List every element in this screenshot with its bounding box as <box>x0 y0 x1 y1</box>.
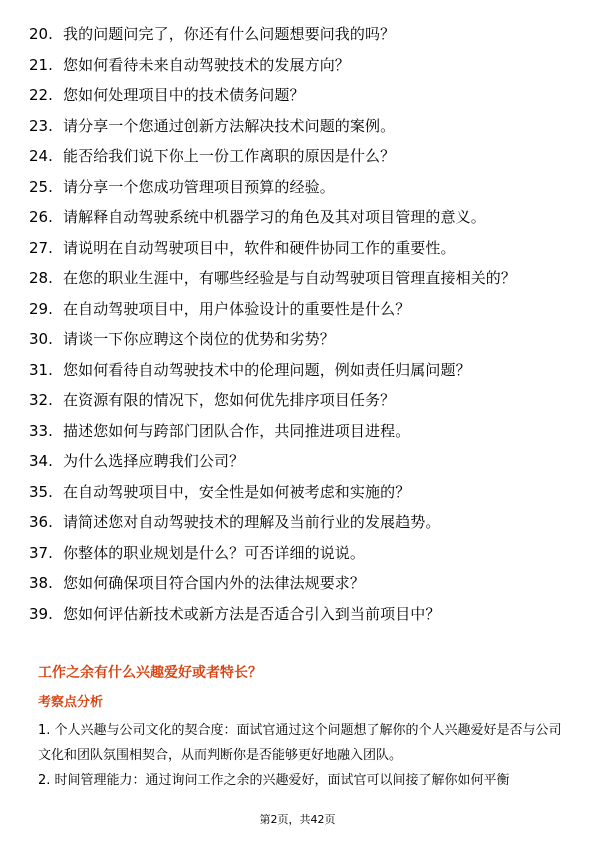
question-text: 请简述您对自动驾驶技术的理解及当前行业的发展趋势。 <box>63 513 441 531</box>
question-text: 在资源有限的情况下，您如何优先排序项目任务？ <box>63 391 396 409</box>
question-item <box>29 510 569 535</box>
question-item <box>29 358 569 383</box>
question-number: 26. <box>29 208 53 226</box>
question-text: 您如何评估新技术或新方法是否适合引入到当前项目中？ <box>63 604 441 623</box>
question-item <box>29 327 569 352</box>
question-item <box>29 388 569 413</box>
question-text: 请分享一个您通过创新方法解决技术问题的案例。 <box>63 116 396 135</box>
question-item <box>29 266 569 291</box>
question-number: 28. <box>29 269 53 287</box>
question-number: 29. <box>29 299 53 318</box>
question-item <box>29 22 569 47</box>
analysis-subheading: 考察点分析 <box>38 695 104 710</box>
question-number: 22. <box>29 86 53 104</box>
question-item <box>29 449 569 474</box>
question-number: 24. <box>29 147 53 165</box>
analysis-point: 2. 时间管理能力：通过询问工作之余的兴趣爱好，面试官可以间接了解你如何平衡 <box>38 773 510 788</box>
question-item <box>29 53 569 78</box>
question-text: 您如何看待未来自动驾驶技术的发展方向？ <box>63 55 350 74</box>
question-item <box>29 144 569 169</box>
question-number: 25. <box>29 177 53 196</box>
question-item <box>29 175 569 200</box>
question-item <box>29 205 569 230</box>
analysis-point: 1. 个人兴趣与公司文化的契合度：面试官通过这个问题想了解你的个人兴趣爱好是否与公司文化和团队氛围相契合，从而判断你是否能够更好地融入团队。 <box>38 723 562 763</box>
question-text: 在您的职业生涯中，有哪些经验是与自动驾驶项目管理直接相关的？ <box>63 269 517 287</box>
question-list <box>29 22 569 632</box>
question-number: 39. <box>29 604 53 623</box>
question-text: 在自动驾驶项目中，安全性是如何被考虑和实施的？ <box>63 482 411 501</box>
question-text: 描述您如何与跨部门团队合作，共同推进项目进程。 <box>63 421 411 440</box>
question-item <box>29 602 569 627</box>
question-text: 请分享一个您成功管理项目预算的经验。 <box>63 177 335 196</box>
question-number: 37. <box>29 543 53 562</box>
question-number: 34. <box>29 452 53 470</box>
question-text: 请说明在自动驾驶项目中，软件和硬件协同工作的重要性。 <box>63 238 456 257</box>
question-text: 请解释自动驾驶系统中机器学习的角色及其对项目管理的意义。 <box>63 208 486 226</box>
question-text: 您如何处理项目中的技术债务问题？ <box>63 86 305 104</box>
question-number: 23. <box>29 116 53 135</box>
question-number: 21. <box>29 55 53 74</box>
question-number: 30. <box>29 330 53 348</box>
question-text: 为什么选择应聘我们公司？ <box>63 452 245 470</box>
section-heading: 工作之余有什么兴趣爱好或者特长？ <box>38 665 262 681</box>
question-text: 我的问题问完了，你还有什么问题想要问我的吗？ <box>63 25 396 43</box>
question-text: 你整体的职业规划是什么？可否详细的说说。 <box>63 543 366 562</box>
question-item <box>29 297 569 322</box>
question-number: 38. <box>29 574 53 592</box>
page-number-footer: 第2页，共42页 <box>259 813 336 826</box>
question-item <box>29 236 569 261</box>
question-number: 36. <box>29 513 53 531</box>
question-text: 您如何确保项目符合国内外的法律法规要求？ <box>63 574 366 592</box>
question-text: 能否给我们说下你上一份工作离职的原因是什么？ <box>63 147 396 165</box>
question-number: 35. <box>29 482 53 501</box>
question-item <box>29 571 569 596</box>
question-number: 20. <box>29 25 53 43</box>
question-text: 在自动驾驶项目中，用户体验设计的重要性是什么？ <box>63 299 411 318</box>
question-item <box>29 419 569 444</box>
question-item <box>29 541 569 566</box>
question-number: 33. <box>29 421 53 440</box>
analysis-body <box>38 718 563 793</box>
question-item <box>29 480 569 505</box>
question-number: 32. <box>29 391 53 409</box>
question-text: 您如何看待自动驾驶技术中的伦理问题，例如责任归属问题？ <box>63 360 471 379</box>
question-number: 27. <box>29 238 53 257</box>
question-item <box>29 83 569 108</box>
question-item <box>29 114 569 139</box>
question-text: 请谈一下你应聘这个岗位的优势和劣势？ <box>63 330 335 348</box>
question-number: 31. <box>29 360 53 379</box>
